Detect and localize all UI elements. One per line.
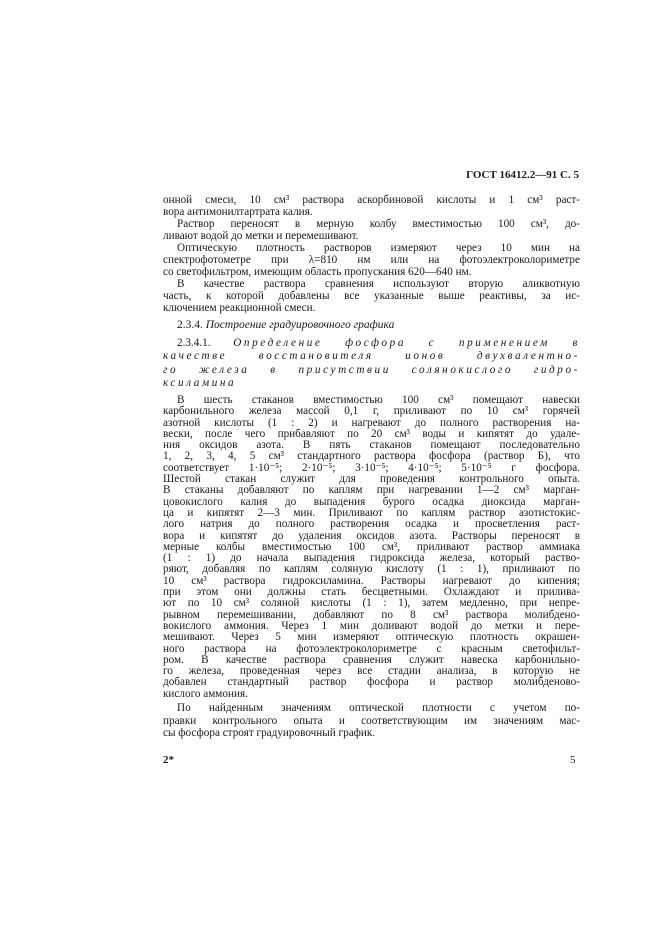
text-line: ца и кипятят 2—3 мин. Приливают по каплям раствор азотистокис- — [163, 506, 580, 519]
text-line: ния оксидов азота. В пять стаканов помещают последовательно — [163, 439, 580, 452]
text-line: В шесть стаканов вместимостью 100 см³ помещают навески — [177, 394, 580, 406]
paragraphs-reagents — [163, 194, 580, 314]
text-line: ного раствора на фотоэлектроколориметре с красным светофильт- — [163, 642, 580, 655]
text-line: при этом они должны стать бесцветными. Охлаждают и прилива- — [163, 586, 580, 599]
section-number: 2.3.4. — [177, 319, 203, 331]
paragraph-conclusion — [163, 702, 580, 740]
paragraph-procedure — [163, 395, 580, 700]
text-line: вески, после чего прибавляют по 20 см³ воды и кипятят до удале- — [163, 427, 580, 440]
subsection-text: Определение фосфора с применением в — [233, 337, 580, 349]
text-line: со светофильтром, имеющим область пропускания 620—640 нм. — [163, 266, 472, 278]
text-line: цовокислого калия до выпадения бурого осадка диоксида марган- — [163, 495, 580, 508]
text-line: ливают водой до метки и перемешивают. — [163, 230, 359, 242]
text-line: ключением реакционной смеси. — [163, 302, 316, 314]
text-line: ют по 10 см³ соляной кислоты (1 : 1), затем медленно, при непре- — [163, 597, 580, 610]
subsection-line — [163, 337, 580, 350]
subsection-heading — [163, 337, 580, 391]
document-header: ГОСТ 16412.2—91 С. 5 — [466, 169, 579, 181]
text-line: спектрофотометре при λ=810 нм или на фотоэлектроколориметре — [163, 254, 580, 266]
text-line: Оптическую плотность растворов измеряют через 10 мин на — [177, 242, 580, 254]
subsection-line: го железа в присутствии солянокислого гидро- — [163, 363, 580, 376]
text-line: В качестве раствора сравнения используют вторую аликвотную — [177, 278, 580, 290]
text-line: правки контрольного опыта и соответствующим им значениям мас- — [163, 714, 580, 727]
text-line: вокислого аммония. Через 1 мин доливают водой до метки и пере- — [163, 619, 580, 632]
text-line: По найденным значениям оптической плотности с учетом по- — [177, 702, 580, 714]
text-line: рывном перемешивании, добавляют по 8 см³ раствора молибдено- — [163, 608, 580, 621]
text-line: 10 см³ раствора гидроксиламина. Растворы нагревают до кипения; — [163, 574, 580, 587]
text-line: вора и кипятят до удаления оксидов азота. Растворы переносят в — [163, 529, 580, 542]
text-line: кислого аммония. — [163, 687, 248, 700]
text-line: азотной кислоты (1 : 2) и нагревают до полного растворения на- — [163, 416, 580, 429]
section-heading — [177, 319, 394, 331]
text-line: часть, к которой добавлены все указанные выше реактивы, за ис- — [163, 290, 580, 302]
text-line: Раствор переносят в мерную колбу вместимостью 100 см³, до- — [177, 218, 580, 230]
text-line: мешивают. Через 5 мин измеряют оптическую плотность окрашен- — [163, 631, 580, 644]
text-line: го железа, проведенная через все стадии анализа, в которую не — [163, 665, 580, 678]
text-line: лого натрия до полного растворения осадка и просветления раст- — [163, 518, 580, 531]
text-line: сы фосфора строят градуировочный график. — [163, 727, 376, 739]
text-line: ряют, добавляя по каплям соляную кислоту (1 : 1), приливают по — [163, 563, 580, 576]
subsection-line: качестве восстановителя ионов двухвалентно- — [163, 350, 580, 363]
text-line: карбонильного железа массой 0,1 г, приливают по 10 см³ горячей — [163, 405, 580, 418]
footer-signature: 2* — [163, 754, 174, 766]
page-number: 5 — [570, 754, 576, 766]
text-line: соответствует 1·10⁻⁵; 2·10⁻⁵; 3·10⁻⁵; 4·10⁻⁵; 5·10⁻⁵ г фосфора. — [163, 461, 580, 474]
text-line: добавлен стандартный раствор фосфора и раствор молибденово- — [163, 676, 580, 689]
text-line: Шестой стакан служит для проведения контрольного опыта. — [163, 473, 580, 486]
text-line: (1 : 1) до начала выпадения гидроксида железа, который раство- — [163, 552, 580, 565]
subsection-line: ксиламина — [163, 377, 237, 390]
text-line: 1, 2, 3, 4, 5 см³ стандартного раствора фосфора (раствор Б), что — [163, 450, 580, 463]
text-line: В стаканы добавляют по каплям при нагревании 1—2 см³ марган- — [163, 484, 580, 497]
text-line: мерные колбы вместимостью 100 см³, приливают раствор аммиака — [163, 540, 580, 553]
text-line: онной смеси, 10 см³ раствора аскорбиновой кислоты и 1 см³ раст- — [163, 194, 580, 206]
section-title: Построение градуировочного графика — [205, 319, 395, 331]
text-line: вора антимонилтартрата калия. — [163, 206, 313, 218]
text-line: ром. В качестве раствора сравнения служит навеска карбонильно- — [163, 653, 580, 666]
subsection-number: 2.3.4.1. — [177, 337, 211, 349]
